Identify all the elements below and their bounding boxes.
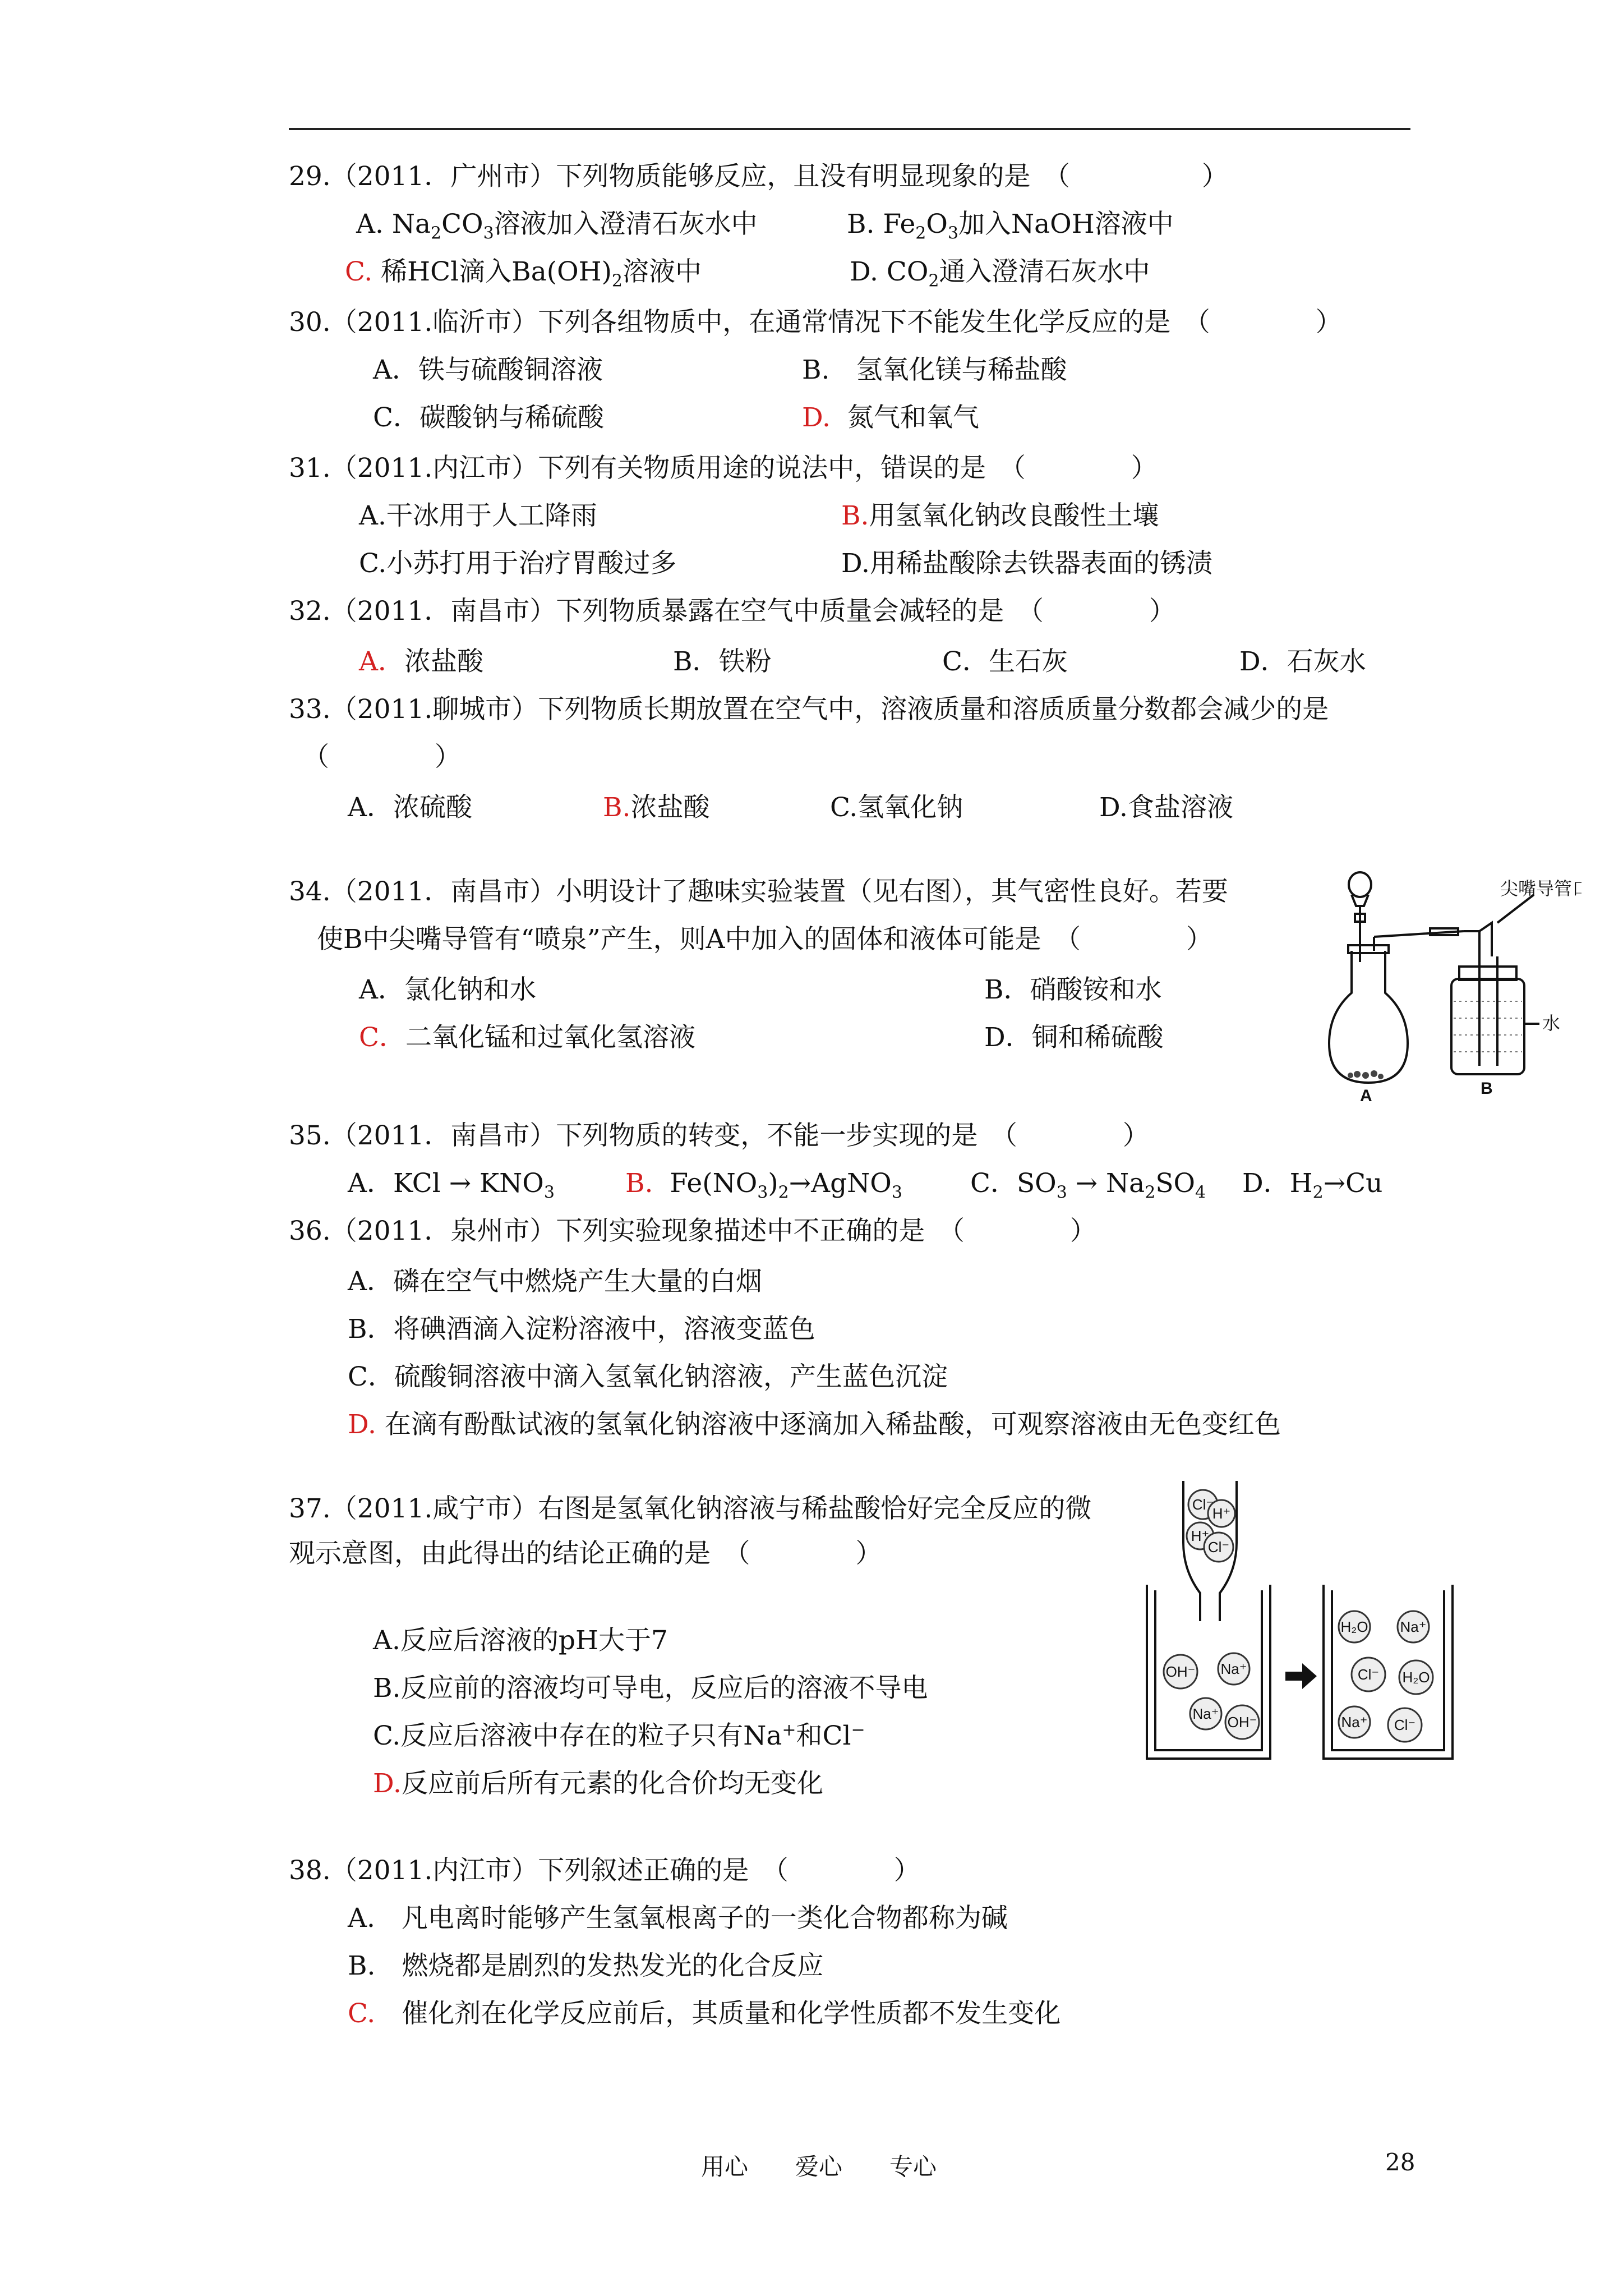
q30-option-a: A．铁与硫酸铜溶液 [373,355,603,385]
page-number: 28 [1385,2148,1415,2176]
q34-figure-label-a: A [1360,1087,1372,1102]
q32-option-c: C．生石灰 [942,646,1068,677]
q37-option-a: A.反应后溶液的pH大于7 [373,1625,668,1656]
q35-option-b: B. $Fe(NO_3)_2\to AgNO_3$ [625,1168,902,1203]
q34-option-c: C．二氧化锰和过氧化氢溶液 [359,1022,695,1053]
q37-option-d: D.反应前后所有元素的化合价均无变化 [373,1768,823,1799]
q33-option-a: A．浓硫酸 [348,792,472,823]
q32-stem: 32.（2011．南昌市）下列物质暴露在空气中质量会减轻的是 （ ） [289,596,1175,627]
q38-stem: 38.（2011.内江市）下列叙述正确的是 （ ） [289,1855,920,1886]
ion-label: OH⁻ [1227,1714,1257,1731]
ion-label: OH⁻ [1165,1663,1196,1680]
q34-stem-line1: 34.（2011．南昌市）小明设计了趣味实验装置（见右图），其气密性良好。若要 [289,876,1228,907]
q30-option-c: C．碳酸钠与稀硫酸 [373,402,604,433]
ion-label: Na⁺ [1400,1618,1427,1635]
ion-label: Cl⁻ [1394,1717,1416,1733]
q31-stem: 31.（2011.内江市）下列有关物质用途的说法中，错误的是 （ ） [289,453,1158,484]
q33-paren: （ ） [303,742,461,772]
q34-apparatus-figure [1312,867,1581,1105]
q35-option-c: C．$SO_3 \to Na_2SO_4$ [970,1168,1206,1203]
q31-option-a: A.干冰用于人工降雨 [359,500,597,531]
q32-option-a: A．浓盐酸 [359,646,483,677]
ion-label: Na⁺ [1220,1660,1247,1677]
ion-label: H⁺ [1191,1527,1210,1544]
q36-option-d: D. 在滴有酚酞试液的氢氧化钠溶液中逐滴加入稀盐酸，可观察溶液由无色变红色 [348,1409,1281,1440]
q37-option-b: B.反应前的溶液均可导电，反应后的溶液不导电 [373,1673,928,1704]
q31-option-c: C.小苏打用于治疗胃酸过多 [359,548,677,579]
q29-stem: 29.（2011．广州市）下列物质能够反应，且没有明显现象的是 （ ） [289,161,1228,192]
q33-option-d: D.食盐溶液 [1099,792,1233,823]
footer-motto: 用心 爱心 专心 [701,2153,937,2180]
q34-option-b: B．硝酸铵和水 [984,974,1162,1005]
ion-label: Na⁺ [1192,1705,1219,1722]
q35-option-d: D．$H_2\to Cu$ [1242,1168,1383,1203]
ion-label: Cl⁻ [1207,1539,1230,1556]
header-rule [289,128,1410,130]
q34-figure-label-b: B [1481,1079,1493,1098]
ion-label: Na⁺ [1341,1714,1368,1731]
q31-option-d: D.用稀盐酸除去铁器表面的锈渍 [841,548,1212,579]
ion-label: Cl⁻ [1357,1666,1380,1683]
q34-option-a: A．氯化钠和水 [359,974,536,1005]
q30-option-b: B. 氢氧化镁与稀盐酸 [802,355,1067,385]
q29-option-b: B. $Fe_2O_3$加入NaOH溶液中 [847,209,1174,243]
q33-option-c: C.氢氧化钠 [830,792,963,823]
q30-option-d: D. 氮气和氧气 [802,402,979,433]
q29-option-d: D. $CO_2$通入澄清石灰水中 [850,256,1150,291]
q33-stem: 33.（2011.聊城市）下列物质长期放置在空气中，溶液质量和溶质质量分数都会减少的是 [289,694,1329,725]
q34-figure-label-top: 尖嘴导管口 [1500,878,1581,899]
q35-option-a: A．KCl → $KNO_3$ [348,1168,555,1203]
q35-stem: 35.（2011．南昌市）下列物质的转变，不能一步实现的是 （ ） [289,1120,1149,1151]
q29-option-c: C. 稀HCl滴入$Ba(OH)_2$溶液中 [345,256,702,291]
q38-option-b: B. 燃烧都是剧烈的发热发光的化合反应 [348,1950,824,1981]
q36-option-a: A．磷在空气中燃烧产生大量的白烟 [348,1266,762,1297]
q34-stem-line2: 使B中尖嘴导管有“喷泉”产生，则A中加入的固体和液体可能是 （ ） [317,924,1213,955]
ion-label: Cl⁻ [1192,1496,1214,1513]
q31-option-b: B.用氢氧化钠改良酸性土壤 [841,500,1159,531]
q36-stem: 36.（2011．泉州市）下列实验现象描述中不正确的是 （ ） [289,1216,1096,1246]
q38-option-a: A. 凡电离时能够产生氢氧根离子的一类化合物都称为碱 [348,1903,1008,1934]
q30-stem: 30.（2011.临沂市）下列各组物质中，在通常情况下不能发生化学反应的是 （ ） [289,307,1342,338]
q37-option-c: C.反应后溶液中存在的粒子只有Na+和Cl− [373,1720,865,1751]
ion-label: H⁺ [1212,1505,1231,1522]
q38-option-c: C. 催化剂在化学反应前后，其质量和化学性质都不发生变化 [348,1998,1061,2029]
q36-option-b: B．将碘酒滴入淀粉溶液中，溶液变蓝色 [348,1314,815,1345]
q33-option-b: B.浓盐酸 [603,792,710,823]
q32-option-d: D．石灰水 [1239,646,1366,677]
q29-option-a: A. $Na_2CO_3$溶液加入澄清石灰水中 [356,209,758,243]
ion-label: H₂O [1340,1618,1368,1635]
q34-figure-label-water: 水 [1542,1013,1561,1033]
q32-option-b: B．铁粉 [673,646,772,677]
q36-option-c: C．硫酸铜溶液中滴入氢氧化钠溶液，产生蓝色沉淀 [348,1361,948,1392]
q37-stem-line2: 观示意图，由此得出的结论正确的是 （ ） [289,1538,882,1569]
q37-stem-line1: 37.（2011.咸宁市）右图是氢氧化钠溶液与稀盐酸恰好完全反应的微 [289,1493,1092,1524]
q34-option-d: D．铜和稀硫酸 [984,1022,1164,1053]
ion-label: H₂O [1402,1669,1430,1686]
q37-microscopic-diagram [1138,1481,1475,1764]
